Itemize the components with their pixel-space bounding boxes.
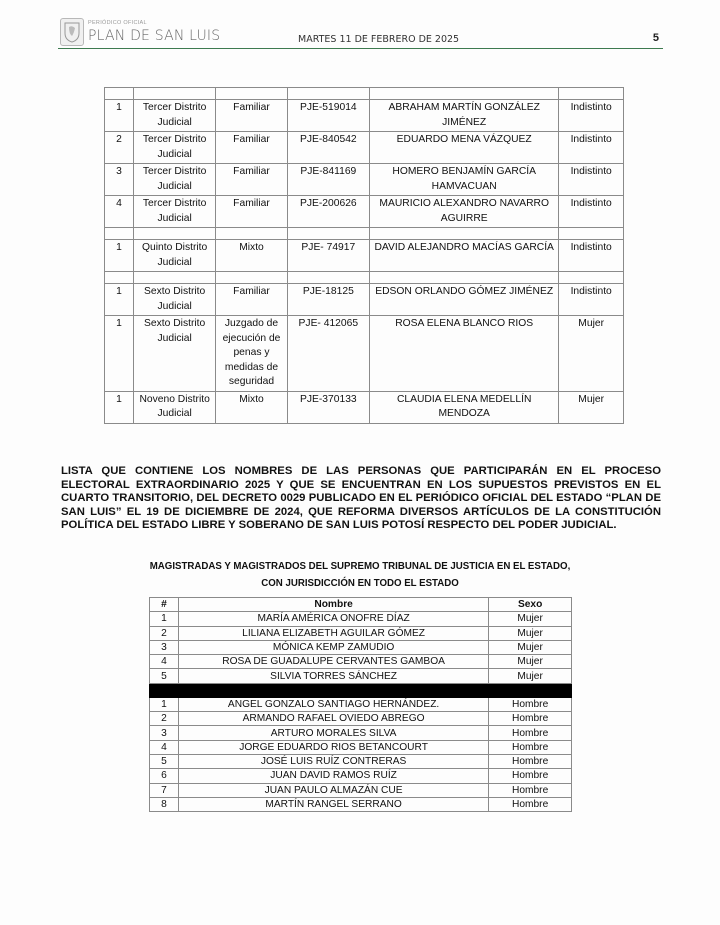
cell-name: MARTÍN RANGEL SERRANO xyxy=(178,797,488,811)
cell-number: 4 xyxy=(150,740,179,754)
cell-sex: Hombre xyxy=(489,697,572,711)
table-row xyxy=(150,712,572,726)
table-row xyxy=(150,797,572,811)
table-row xyxy=(150,612,572,626)
cell-number: 6 xyxy=(150,769,179,783)
cell-matter: Familiar xyxy=(216,132,287,164)
table-row xyxy=(105,100,624,132)
table-row xyxy=(150,669,572,683)
cell-number: 1 xyxy=(105,240,134,272)
table-row xyxy=(150,783,572,797)
cell-number: 2 xyxy=(150,712,179,726)
cell-number: 4 xyxy=(150,655,179,669)
table-row xyxy=(105,196,624,228)
page-number: 5 xyxy=(652,32,659,44)
blank-separator-row xyxy=(105,88,624,100)
brand-title: PLAN DE SAN LUIS xyxy=(88,28,221,44)
cell-matter: Mixto xyxy=(216,391,287,423)
cell-number: 3 xyxy=(150,640,179,654)
cell-number: 5 xyxy=(150,754,179,768)
cell-sex: Hombre xyxy=(489,797,572,811)
table-row xyxy=(150,726,572,740)
table-row xyxy=(150,769,572,783)
intro-paragraph: LISTA QUE CONTIENE LOS NOMBRES DE LAS PERSONAS QUE PARTICIPARÁN EN EL PROCESO ELECTORAL EXTRAORDINARIO 2025 Y QUE SE ENCUENTRAN EN LOS SUPUESTOS PREVISTOS EN EL CUARTO TRANSITORIO, DEL DECRETO 0029 PUBLICADO EN EL PERIÓDICO OFICIAL DEL ESTADO “PLAN DE SAN LUIS” EL 19 DE DICIEMBRE DE 2024, QUE REFORMA DIVERSOS ARTÍCULOS DE LA CONSTITUCIÓN POLÍTICA DEL ESTADO LIBRE Y SOBERANO DE SAN LUIS POTOSÍ RESPECTO DEL PODER JUDICIAL. xyxy=(61,465,661,532)
cell-folio: PJE-370133 xyxy=(287,391,369,423)
cell-district: Quinto Distrito Judicial xyxy=(133,240,215,272)
cell-district: Tercer Distrito Judicial xyxy=(133,132,215,164)
cell-gender: Indistinto xyxy=(559,164,624,196)
cell-matter: Familiar xyxy=(216,164,287,196)
cell-name: DAVID ALEJANDRO MACÍAS GARCÍA xyxy=(370,240,559,272)
cell-number: 2 xyxy=(150,626,179,640)
cell-district: Tercer Distrito Judicial xyxy=(133,100,215,132)
table-row xyxy=(105,132,624,164)
magistrates-table xyxy=(149,597,572,812)
cell-name: LILIANA ELIZABETH AGUILAR GÓMEZ xyxy=(178,626,488,640)
cell-gender: Mujer xyxy=(559,316,624,392)
cell-gender: Indistinto xyxy=(559,100,624,132)
col-header-num: # xyxy=(150,598,179,612)
cell-number: 7 xyxy=(150,783,179,797)
table-row xyxy=(150,740,572,754)
table-row xyxy=(105,316,624,392)
cell-district: Tercer Distrito Judicial xyxy=(133,164,215,196)
cell-name: ROSA ELENA BLANCO RIOS xyxy=(370,316,559,392)
cell-district: Noveno Distrito Judicial xyxy=(133,391,215,423)
cell-number: 2 xyxy=(105,132,134,164)
cell-folio: PJE-840542 xyxy=(287,132,369,164)
cell-matter: Familiar xyxy=(216,196,287,228)
cell-district: Tercer Distrito Judicial xyxy=(133,196,215,228)
cell-name: JUAN DAVID RAMOS RUÍZ xyxy=(178,769,488,783)
table-row xyxy=(150,640,572,654)
cell-sex: Hombre xyxy=(489,769,572,783)
cell-sex: Hombre xyxy=(489,783,572,797)
blank-separator-row xyxy=(105,272,624,284)
cell-gender: Indistinto xyxy=(559,240,624,272)
cell-number: 3 xyxy=(105,164,134,196)
cell-number: 4 xyxy=(105,196,134,228)
issue-date: MARTES 11 DE FEBRERO DE 2025 xyxy=(298,34,460,45)
cell-folio: PJE- 74917 xyxy=(287,240,369,272)
coat-of-arms-icon xyxy=(60,18,84,46)
cell-sex: Hombre xyxy=(489,726,572,740)
table-row xyxy=(150,626,572,640)
table-row xyxy=(150,754,572,768)
cell-folio: PJE-18125 xyxy=(287,284,369,316)
cell-number: 3 xyxy=(150,726,179,740)
cell-name: HOMERO BENJAMÍN GARCÍA HAMVACUAN xyxy=(370,164,559,196)
cell-gender: Indistinto xyxy=(559,132,624,164)
brand-subtitle: PERIÓDICO OFICIAL xyxy=(88,20,147,26)
cell-number: 5 xyxy=(150,669,179,683)
cell-matter: Juzgado de ejecución de penas y medidas de seguridad xyxy=(216,316,287,392)
cell-matter: Mixto xyxy=(216,240,287,272)
cell-sex: Hombre xyxy=(489,740,572,754)
section-title: MAGISTRADAS Y MAGISTRADOS DEL SUPREMO TRIBUNAL DE JUSTICIA EN EL ESTADO, xyxy=(149,561,571,572)
cell-sex: Mujer xyxy=(489,612,572,626)
cell-name: ABRAHAM MARTÍN GONZÁLEZ JIMÉNEZ xyxy=(370,100,559,132)
cell-gender: Mujer xyxy=(559,391,624,423)
cell-gender: Indistinto xyxy=(559,284,624,316)
cell-sex: Mujer xyxy=(489,640,572,654)
cell-name: JOSÉ LUIS RUÍZ CONTRERAS xyxy=(178,754,488,768)
table-row xyxy=(150,697,572,711)
cell-name: ARTURO MORALES SILVA xyxy=(178,726,488,740)
blank-separator-row xyxy=(105,228,624,240)
cell-number: 8 xyxy=(150,797,179,811)
cell-name: ARMANDO RAFAEL OVIEDO ABREGO xyxy=(178,712,488,726)
cell-name: MÓNICA KEMP ZAMUDIO xyxy=(178,640,488,654)
cell-folio: PJE-841169 xyxy=(287,164,369,196)
judges-table xyxy=(104,87,624,424)
cell-number: 1 xyxy=(105,391,134,423)
cell-matter: Familiar xyxy=(216,284,287,316)
cell-name: MAURICIO ALEXANDRO NAVARRO AGUIRRE xyxy=(370,196,559,228)
cell-gender: Indistinto xyxy=(559,196,624,228)
cell-sex: Hombre xyxy=(489,712,572,726)
cell-sex: Mujer xyxy=(489,669,572,683)
cell-number: 1 xyxy=(105,316,134,392)
cell-folio: PJE-200626 xyxy=(287,196,369,228)
cell-number: 1 xyxy=(150,612,179,626)
cell-name: ANGEL GONZALO SANTIAGO HERNÁNDEZ. xyxy=(178,697,488,711)
table-row xyxy=(105,284,624,316)
cell-matter: Familiar xyxy=(216,100,287,132)
cell-folio: PJE- 412065 xyxy=(287,316,369,392)
cell-district: Sexto Distrito Judicial xyxy=(133,316,215,392)
cell-name: EDSON ORLANDO GÓMEZ JIMÉNEZ xyxy=(370,284,559,316)
redacted-separator-row xyxy=(150,683,572,697)
table-header-row xyxy=(150,598,572,612)
cell-folio: PJE-519014 xyxy=(287,100,369,132)
page-header xyxy=(58,18,663,49)
cell-sex: Mujer xyxy=(489,626,572,640)
table-row xyxy=(105,240,624,272)
cell-name: EDUARDO MENA VÁZQUEZ xyxy=(370,132,559,164)
cell-name: JUAN PAULO ALMAZÁN CUE xyxy=(178,783,488,797)
cell-number: 1 xyxy=(150,697,179,711)
cell-name: ROSA DE GUADALUPE CERVANTES GAMBOA xyxy=(178,655,488,669)
col-header-name: Nombre xyxy=(178,598,488,612)
cell-name: JORGE EDUARDO RIOS BETANCOURT xyxy=(178,740,488,754)
cell-sex: Hombre xyxy=(489,754,572,768)
table-row xyxy=(150,655,572,669)
table-row xyxy=(105,391,624,423)
section-subtitle: CON JURISDICCIÓN EN TODO EL ESTADO xyxy=(261,578,459,589)
cell-name: CLAUDIA ELENA MEDELLÍN MENDOZA xyxy=(370,391,559,423)
cell-name: MARÍA AMÉRICA ONOFRE DÍAZ xyxy=(178,612,488,626)
cell-name: SILVIA TORRES SÁNCHEZ xyxy=(178,669,488,683)
cell-number: 1 xyxy=(105,284,134,316)
col-header-sex: Sexo xyxy=(489,598,572,612)
cell-number: 1 xyxy=(105,100,134,132)
table-row xyxy=(105,164,624,196)
cell-sex: Mujer xyxy=(489,655,572,669)
cell-district: Sexto Distrito Judicial xyxy=(133,284,215,316)
